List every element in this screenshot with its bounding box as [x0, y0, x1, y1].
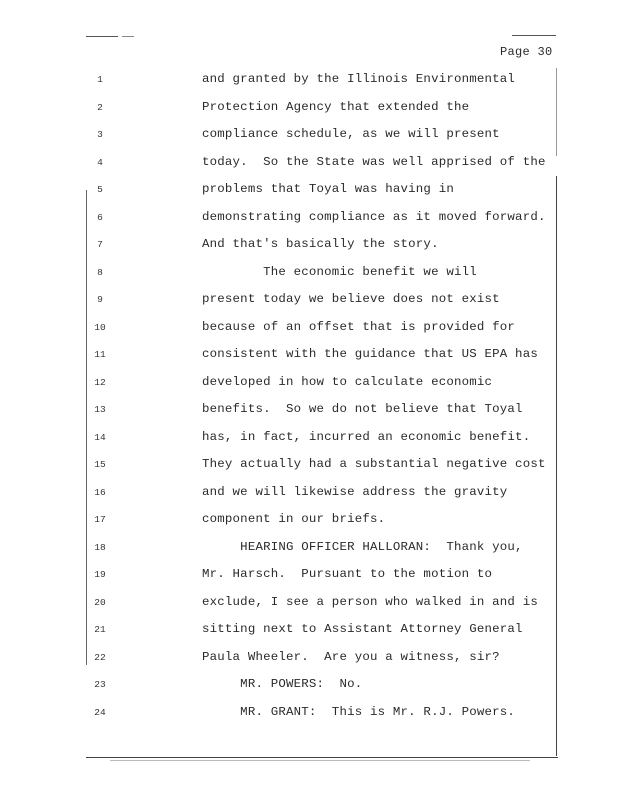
- transcript-line: Paula Wheeler. Are you a witness, sir?: [202, 649, 500, 664]
- line-number: 19: [94, 569, 106, 580]
- line-number: 9: [97, 294, 103, 305]
- transcript-line: MR. GRANT: This is Mr. R.J. Powers.: [202, 704, 516, 719]
- bottom-rule-faint: [110, 760, 530, 761]
- bottom-rule: [86, 757, 558, 758]
- line-number: 23: [94, 679, 106, 690]
- line-number: 2: [97, 101, 103, 113]
- transcript-line: HEARING OFFICER HALLORAN: Thank you,: [202, 539, 523, 554]
- line-number: 7: [97, 239, 103, 250]
- top-right-rule: [512, 35, 556, 36]
- line-number: 1: [97, 74, 103, 85]
- line-number: 18: [94, 541, 106, 553]
- transcript-line: Mr. Harsch. Pursuant to the motion to: [202, 567, 493, 581]
- transcript-line: benefits. So we do not believe that Toyal: [202, 402, 523, 416]
- line-number: 22: [94, 651, 106, 663]
- transcript-line: has, in fact, incurred an economic benefit.: [202, 429, 531, 444]
- line-number: 8: [97, 266, 103, 278]
- transcript-line: and granted by the Illinois Environmental: [202, 72, 516, 86]
- transcript-line: because of an offset that is provided for: [202, 319, 516, 334]
- transcript-line: demonstrating compliance as it moved forward.: [202, 209, 546, 224]
- transcript-line: MR. POWERS: No.: [202, 677, 363, 691]
- line-number: 10: [94, 321, 106, 333]
- transcript-line: They actually had a substantial negative cost: [202, 457, 546, 471]
- transcript-line: today. So the State was well apprised of the: [202, 154, 546, 169]
- line-number: 21: [94, 624, 106, 635]
- transcript-line: The economic benefit we will: [202, 264, 477, 279]
- transcript-line: consistent with the guidance that US EPA has: [202, 347, 538, 361]
- line-number: 15: [94, 459, 106, 470]
- line-number: 13: [94, 404, 106, 415]
- top-left-rule-short: [122, 36, 134, 37]
- transcript-line: And that's basically the story.: [202, 237, 439, 251]
- transcript-line: developed in how to calculate economic: [202, 374, 493, 389]
- top-left-rule: [86, 36, 118, 37]
- transcript-line: compliance schedule, as we will present: [202, 127, 500, 141]
- line-number: 14: [94, 431, 106, 443]
- line-number: 5: [97, 184, 103, 195]
- transcript-line: and we will likewise address the gravity: [202, 484, 508, 499]
- page-number: Page 30: [500, 45, 553, 59]
- line-number: 12: [94, 376, 106, 388]
- transcript-line: Protection Agency that extended the: [202, 99, 470, 114]
- line-number: 3: [97, 129, 103, 140]
- left-margin-rule: [86, 190, 87, 665]
- line-number: 16: [94, 486, 106, 498]
- line-number: 24: [94, 706, 106, 718]
- line-number: 4: [97, 156, 103, 168]
- line-number: 6: [97, 211, 103, 223]
- line-number: 11: [94, 349, 106, 360]
- transcript-line: present today we believe does not exist: [202, 292, 500, 306]
- transcript-line: problems that Toyal was having in: [202, 182, 454, 196]
- transcript-line: sitting next to Assistant Attorney General: [202, 622, 523, 636]
- transcript-line: component in our briefs.: [202, 512, 386, 526]
- transcript-line: exclude, I see a person who walked in and is: [202, 594, 538, 609]
- line-number: 17: [94, 514, 106, 525]
- line-number: 20: [94, 596, 106, 608]
